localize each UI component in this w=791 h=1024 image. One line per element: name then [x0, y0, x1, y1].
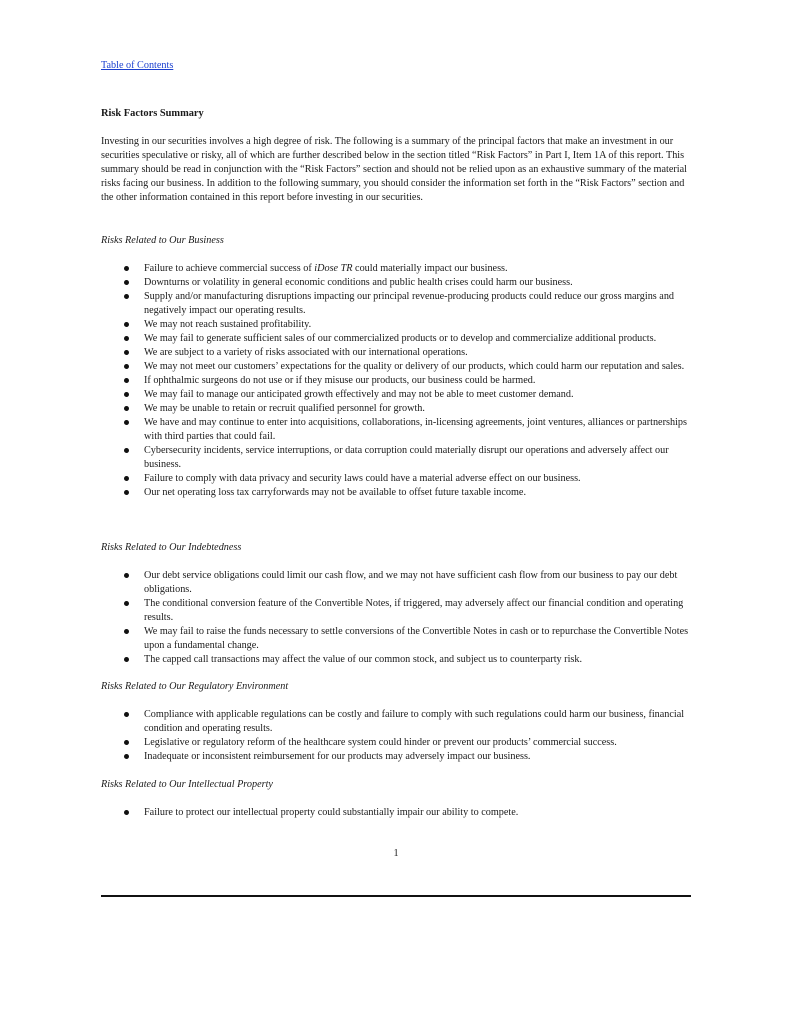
list-item-text: We may be unable to retain or recruit qualified personnel for growth. [144, 403, 425, 414]
list-item-text: Failure to comply with data privacy and security laws could have a material adverse effect on our business. [144, 473, 581, 484]
list-item [123, 290, 691, 318]
bullet-icon [124, 740, 129, 745]
bullet-icon [124, 448, 129, 453]
list-item [123, 806, 691, 820]
section-heading-indebtedness: Risks Related to Our Indebtedness [101, 542, 242, 553]
list-item-text: Compliance with applicable regulations can be costly and failure to comply with such regulations could harm our business, financial condition and operating results. [144, 709, 685, 734]
bullet-icon [124, 266, 129, 271]
bullet-icon [124, 657, 129, 662]
bullet-icon [124, 378, 129, 383]
bullet-icon [124, 392, 129, 397]
indebtedness-risks-list [123, 569, 691, 667]
list-item [123, 625, 691, 653]
list-item-text: We may not meet our customers’ expectations for the quality or delivery of our products, which could harm our reputation and sales. [144, 361, 685, 372]
list-item [123, 653, 691, 667]
business-risks-list [123, 262, 691, 500]
section-heading-business: Risks Related to Our Business [101, 235, 224, 246]
list-item [123, 708, 691, 736]
list-item [123, 388, 691, 402]
list-item-text: Inadequate or inconsistent reimbursement for our products may adversely impact our business. [144, 751, 531, 762]
bullet-icon [124, 490, 129, 495]
list-item-text: We have and may continue to enter into acquisitions, collaborations, in-licensing agreements, joint ventures, alliances or partnerships with third parties that could fail. [144, 417, 687, 442]
page-title: Risk Factors Summary [101, 108, 204, 119]
list-item-text: Supply and/or manufacturing disruptions impacting our principal revenue-producing products could reduce our gross margins and negatively impact our operating results. [144, 291, 675, 316]
bullet-icon [124, 601, 129, 606]
bullet-icon [124, 336, 129, 341]
list-item [123, 444, 691, 472]
list-item [123, 346, 691, 360]
list-item [123, 360, 691, 374]
page-number: 1 [393, 848, 399, 859]
bullet-icon [124, 350, 129, 355]
bullet-icon [124, 476, 129, 481]
list-item [123, 276, 691, 290]
list-item [123, 736, 691, 750]
bullet-icon [124, 364, 129, 369]
table-of-contents-link[interactable]: Table of Contents [101, 60, 174, 71]
list-item-text: We may fail to raise the funds necessary to settle conversions of the Convertible Notes in cash or to repurchase the Convertible Notes upon a fundamental change. [144, 626, 689, 651]
bullet-icon [124, 810, 129, 815]
list-item-text-prefix: Failure to achieve commercial success of [144, 263, 315, 274]
list-item-text: Legislative or regulatory reform of the healthcare system could hinder or prevent our products’ commercial success. [144, 737, 617, 748]
list-item [123, 569, 691, 597]
bullet-icon [124, 712, 129, 717]
list-item-text: The capped call transactions may affect the value of our common stock, and subject us to counterparty risk. [144, 654, 583, 665]
list-item [123, 472, 691, 486]
list-item-text: The conditional conversion feature of the Convertible Notes, if triggered, may adversely affect our financial condition and operating results. [144, 598, 684, 623]
list-item [123, 332, 691, 346]
list-item-text-suffix: could materially impact our business. [352, 263, 508, 274]
list-item [123, 318, 691, 332]
list-item [123, 402, 691, 416]
bullet-icon [124, 420, 129, 425]
ip-risks-list [123, 806, 691, 820]
list-item-text: We may fail to manage our anticipated growth effectively and may not be able to meet customer demand. [144, 389, 574, 400]
regulatory-risks-list [123, 708, 691, 764]
list-item [123, 416, 691, 444]
list-item-text: Cybersecurity incidents, service interruptions, or data corruption could materially disrupt our operations and adversely affect our business. [144, 445, 669, 470]
bullet-icon [124, 322, 129, 327]
section-heading-regulatory: Risks Related to Our Regulatory Environment [101, 681, 289, 692]
list-item [123, 486, 691, 500]
list-item [123, 750, 691, 764]
product-name: iDose TR [314, 263, 353, 274]
list-item [123, 374, 691, 388]
list-item [123, 262, 691, 276]
page-divider [101, 895, 691, 897]
list-item-text: We may fail to generate sufficient sales of our commercialized products or to develop and commercialize additional products. [144, 333, 657, 344]
bullet-icon [124, 754, 129, 759]
section-heading-ip: Risks Related to Our Intellectual Property [101, 779, 273, 790]
list-item-text: Our debt service obligations could limit our cash flow, and we may not have sufficient cash flow from our business to pay our debt obligations. [144, 570, 678, 595]
list-item-text: Failure to protect our intellectual property could substantially impair our ability to compete. [144, 807, 519, 818]
list-item-text: We are subject to a variety of risks associated with our international operations. [144, 347, 468, 358]
list-item [123, 597, 691, 625]
list-item-text: If ophthalmic surgeons do not use or if they misuse our products, our business could be harmed. [144, 375, 536, 386]
list-item-text: We may not reach sustained profitability. [144, 319, 312, 330]
bullet-icon [124, 280, 129, 285]
bullet-icon [124, 406, 129, 411]
bullet-icon [124, 573, 129, 578]
list-item-text: Our net operating loss tax carryforwards may not be available to offset future taxable income. [144, 487, 526, 498]
intro-paragraph: Investing in our securities involves a high degree of risk. The following is a summary of the principal factors that make an investment in our securities speculative or risky, all of which are further described below in the section titled “Risk Factors” in Part I, Item 1A of this report. This summary should be read in conjunction with the “Risk Factors” section and should not be relied upon as an exhaustive summary of the material risks facing our business. In addition to the following summary, you should consider the information set forth in the “Risk Factors” section and the other information contained in this report before investing in our securities. [101, 136, 687, 203]
list-item-text: Downturns or volatility in general economic conditions and public health crises could harm our business. [144, 277, 573, 288]
bullet-icon [124, 294, 129, 299]
bullet-icon [124, 629, 129, 634]
